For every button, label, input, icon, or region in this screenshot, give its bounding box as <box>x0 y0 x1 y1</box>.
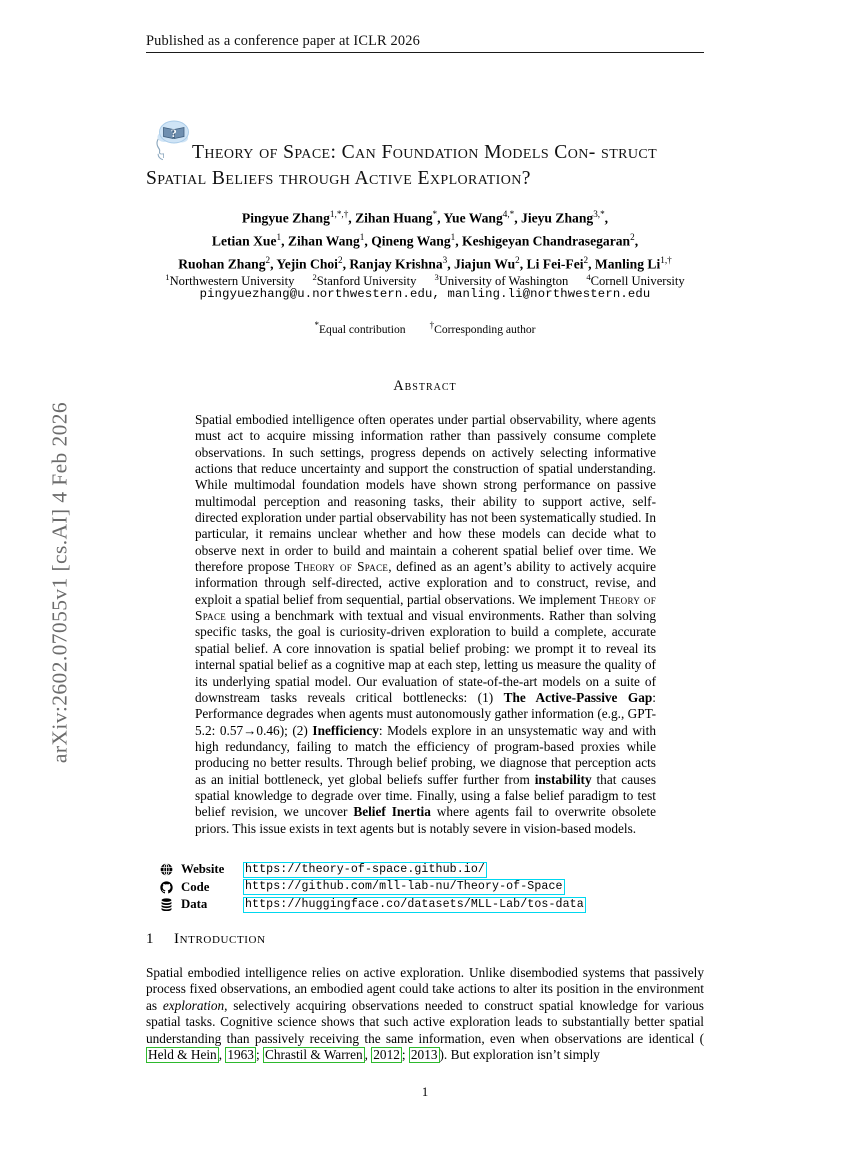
abstract-smallcaps-1: Theory of Space <box>294 559 389 575</box>
author-name: Yejin Choi <box>276 256 338 272</box>
resource-link-url[interactable]: https://huggingface.co/datasets/MLL-Lab/tos-data <box>245 897 584 911</box>
arxiv-stamp-text: arXiv:2602.07055v1 [cs.AI] 4 Feb 2026 <box>47 401 72 764</box>
section-number: 1 <box>146 931 154 947</box>
author-affiliation-marker: 2 <box>583 255 589 266</box>
author-affiliation-marker: * <box>432 209 438 219</box>
resource-link-row <box>158 879 704 897</box>
title-block <box>146 126 704 192</box>
resource-link-row <box>158 896 704 914</box>
intro-text-2: , selectively acquiring observations needed to construct spatial knowledge for various spatial tasks. Cognitive science shows that such active exploration leads to substantially better spatial understanding than passively receiving the same information, even when observations are identical ( <box>146 997 704 1046</box>
citation-link[interactable]: 1963 <box>227 1047 254 1063</box>
paper-page <box>146 0 704 1150</box>
author-name: Ranjay Krishna <box>349 256 443 272</box>
page-number: 1 <box>421 1085 429 1099</box>
section-title: Introduction <box>174 931 266 947</box>
github-icon <box>158 881 175 894</box>
author-name: Zihan Wang <box>287 233 360 249</box>
resource-link-row <box>158 861 704 879</box>
intro-text-3: ). But exploration isn’t simply <box>439 1047 600 1063</box>
affiliation-marker: 2 <box>312 272 317 282</box>
running-head-text: Published as a conference paper at ICLR 2026 <box>146 33 420 49</box>
abstract-bold-2: Inefficiency <box>312 722 379 738</box>
resource-link-url[interactable]: https://github.com/mll-lab-nu/Theory-of-Space <box>245 880 563 894</box>
arxiv-stamp <box>0 0 100 1150</box>
author-affiliation-marker: 2 <box>265 255 271 266</box>
author-name: Li Fei-Fei <box>526 256 584 272</box>
affiliation-item: $^4$Cornell University <box>586 272 685 289</box>
abstract-heading: Abstract <box>393 378 457 394</box>
abstract-text-4: : Performance degrades when agents must autonomously gather information (e.g., GPT-5.2: 0.57→0.46); (2) <box>195 689 656 738</box>
author-affiliation-marker: 4,* <box>502 209 515 219</box>
abstract-text-6: that causes spatial knowledge to degrade over time. Finally, using a false belief paradigm to test belief revision, we uncover <box>195 771 656 820</box>
affiliation-item: $^1$Northwestern University <box>165 272 295 289</box>
affiliation-marker: 4 <box>586 272 591 282</box>
author-name: Jiajun Wu <box>454 256 516 272</box>
author-name: Manling Li <box>594 256 661 272</box>
author-name: Jieyu Zhang <box>521 210 594 226</box>
abstract-text-2: , defined as an agent’s ability to actively acquire information through self-directed, active exploration and to construct, revise, and exploit a spatial belief from sequential, partial observations. We implement <box>195 559 656 607</box>
globe-icon <box>158 863 175 876</box>
author-line-1: Pingyue Zhang$^{1,*,\dagger}$, Zihan Huang*, Yue Wang$^{4,*}$, Jieyu Zhang$^{3,*}$, <box>241 209 609 226</box>
abstract-bold-1: The Active-Passive Gap <box>503 689 653 705</box>
citation-link[interactable]: 2013 <box>410 1047 438 1063</box>
footnote-marker: † <box>429 320 435 330</box>
author-affiliation-marker: 1 <box>276 232 282 243</box>
author-list <box>146 205 704 274</box>
intro-italic-1: exploration <box>162 997 225 1013</box>
author-name: Letian Xue <box>211 233 277 249</box>
database-icon <box>158 898 175 911</box>
running-head <box>146 33 704 53</box>
resource-links <box>158 861 704 914</box>
author-affiliation-marker: 1,*,† <box>329 209 349 219</box>
author-affiliation-marker: 1 <box>450 232 456 243</box>
affiliation-marker: 1 <box>165 272 170 282</box>
author-affiliation-marker: 2 <box>337 255 343 266</box>
abstract-bold-4: Belief Inertia <box>353 804 431 820</box>
intro-text-1: Spatial embodied intelligence relies on active exploration. Unlike disembodied systems that passively process fixed observations, an embodied agent could take actions to alter its position in the environment as <box>146 965 704 1013</box>
page-title-line1: Theory of Space: Can Foundation Models Con- <box>192 142 596 163</box>
resource-link-url[interactable]: https://theory-of-space.github.io/ <box>245 862 485 876</box>
author-name: Ruohan Zhang <box>178 256 266 272</box>
author-affiliation-marker: 3,* <box>593 209 605 219</box>
brain-thought-book-icon <box>150 118 192 162</box>
footnote-item: †Corresponding author <box>429 320 536 336</box>
page-title-line2: struct Spatial Beliefs through Active Exploration? <box>146 142 658 189</box>
author-affiliation-marker: 2 <box>630 232 635 243</box>
affiliation-marker: 3 <box>434 272 439 282</box>
abstract-text-5: : Models explore in an unsystematic way and with high redundancy, failing to match the efficiency of program-based proxies while producing no better results. Through belief probing, we diagnose that perception acts as an initial bottleneck, yet global beliefs suffer further from <box>195 722 656 787</box>
author-line-3: Ruohan Zhang$^2$, Yejin Choi$^2$, Ranjay Krishna$^3$, Jiajun Wu$^2$, Li Fei-Fei$^2$, Manling $Li^{1,\dagger}$ <box>178 255 672 272</box>
abstract-smallcaps-2: Theory of Space <box>195 591 656 624</box>
author-name: Keshigeyan Chandrasegaran <box>462 233 631 249</box>
contact-emails: pingyuezhang@u.northwestern.edu, manling.li@northwestern.edu <box>199 287 651 301</box>
author-footnotes <box>146 320 704 336</box>
running-head-rule <box>146 52 704 53</box>
affiliation-item: $^3$University of Washington <box>434 272 569 289</box>
author-line-2: Letian Xue$^1$, Zihan Wang$^1$, Qineng Wang$^1$, Keshigeyan Chandrasegaran$^2$, <box>211 232 639 249</box>
section-heading-introduction <box>146 931 704 948</box>
abstract-text-7: where agents fail to overwrite obsolete priors. This issue exists in text agents but is notably severe in vision-based models. <box>195 804 657 836</box>
abstract-body <box>195 412 656 837</box>
citation-group: Held & Hein , 1963 ; Chrastil & Warren , 2012 ; 2013 <box>148 1047 438 1063</box>
author-name: Zihan Huang <box>355 210 433 226</box>
resource-link-label: Data <box>181 897 208 912</box>
abstract-text-3: using a benchmark with textual and visual environments. Rather than solving specific tasks, the goal is curiosity-driven exploration to build a complete, accurate spatial belief. A core innovation is spatial belief probing: we prompt it to reveal its internal spatial belief as a cognitive map at each step, letting us measure the quality of its underlying spatial model. Our evaluation of state-of-the-art models on a suite of downstream tasks reveals critical bottlenecks: (1) <box>195 608 656 705</box>
introduction-body <box>146 965 704 1063</box>
footnote-item: *Equal contribution <box>314 320 406 336</box>
footnote-marker: * <box>314 320 319 330</box>
author-name: Qineng Wang <box>371 233 451 249</box>
citation-link[interactable]: 2012 <box>373 1047 400 1063</box>
citation-link[interactable]: Chrastil & Warren <box>264 1047 363 1063</box>
author-affiliation-marker: 1,† <box>660 255 672 266</box>
abstract-bold-3: instability <box>534 771 592 787</box>
citation-link[interactable]: Held & Hein <box>148 1047 217 1063</box>
author-affiliation-marker: 1 <box>359 232 365 243</box>
resource-link-label: Website <box>181 862 225 877</box>
author-affiliation-marker: 3 <box>442 255 448 266</box>
resource-link-label: Code <box>181 879 210 894</box>
abstract-text-1: Spatial embodied intelligence often operates under partial observability, where agents must act to acquire missing information rather than passively consume complete observations. In such settings, progress depends on actively selecting informative actions that reduce uncertainty and support the construction of spatial understanding. While multimodal foundation models have shown strong performance on passive multimodal perception and reasoning tasks, their ability to support active, self-directed exploration under partial observability has not been systematically studied. In particular, it remains unclear whether and how these models can decide what to observe next in order to build and maintain a coherent spatial belief over time. We therefore propose <box>195 412 656 575</box>
svg-text:?: ? <box>170 126 177 140</box>
author-name: Pingyue Zhang <box>241 210 330 226</box>
author-affiliation-marker: 2 <box>515 255 520 266</box>
affiliation-item: $^2$Stanford University <box>312 272 417 289</box>
page-title <box>146 140 704 192</box>
author-name: Yue Wang <box>443 210 503 226</box>
